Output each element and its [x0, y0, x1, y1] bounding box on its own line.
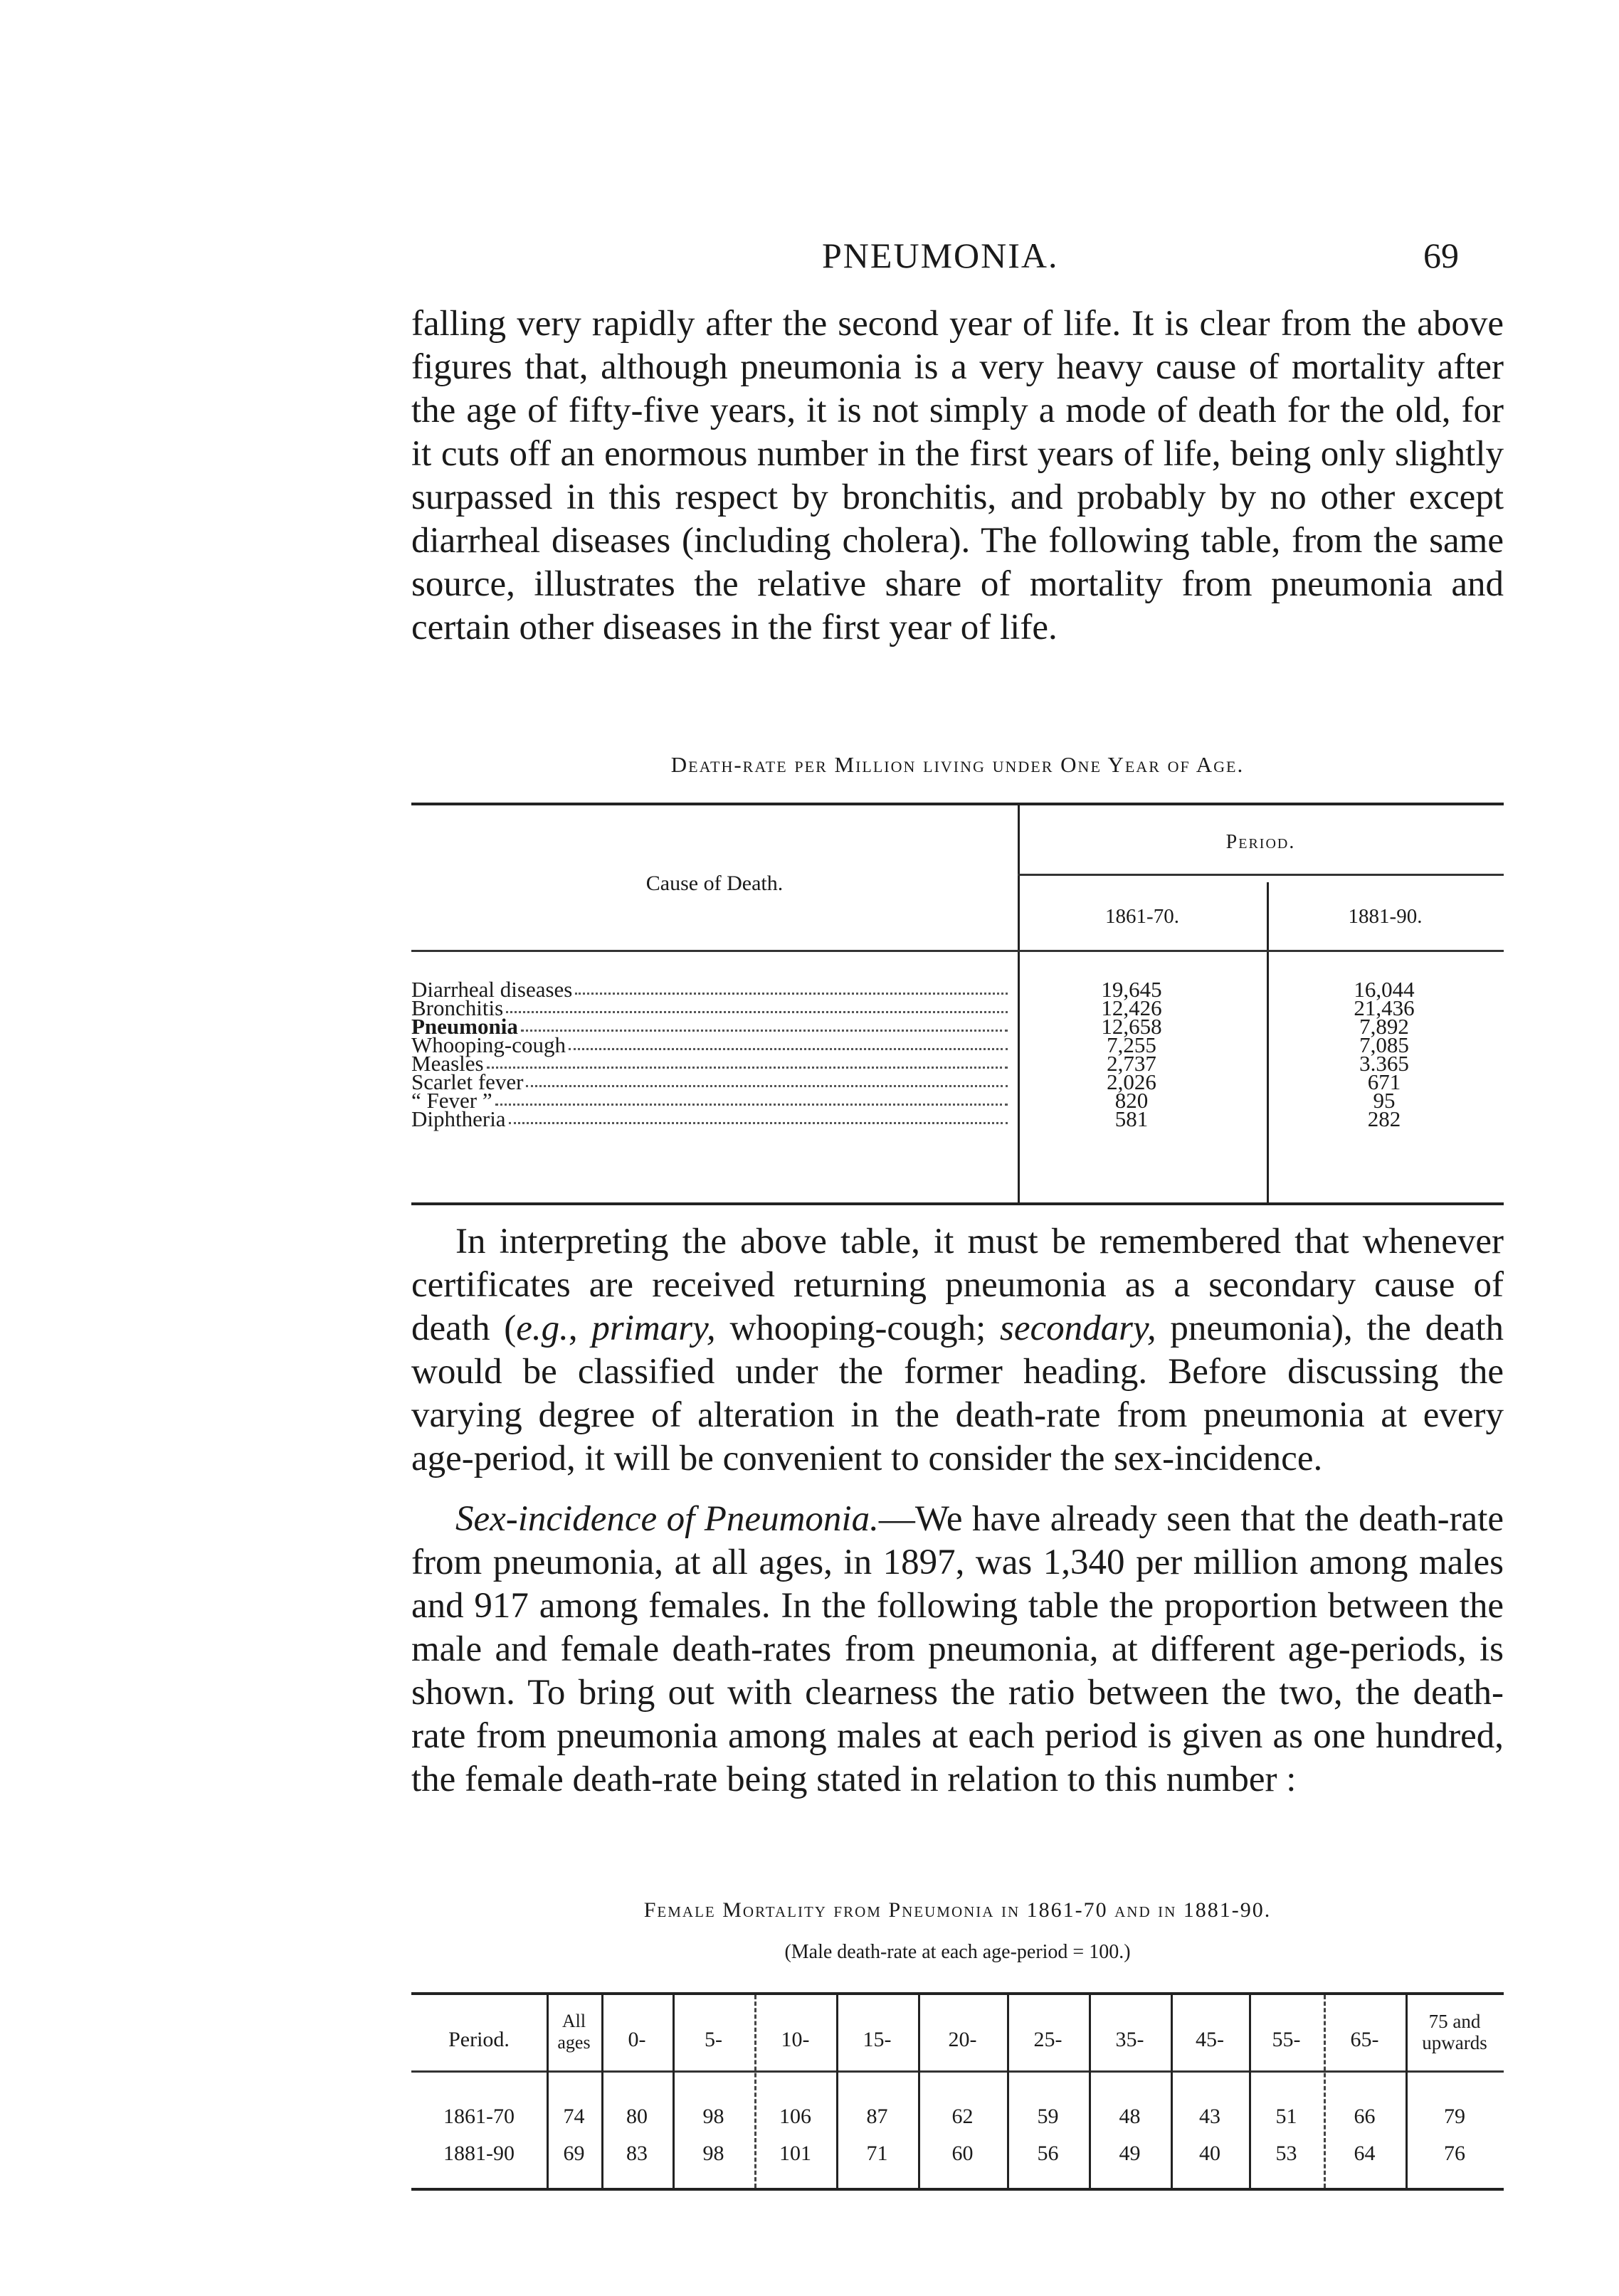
table2-cell: 80	[626, 2105, 648, 2128]
table2-cell: 48	[1119, 2105, 1141, 2128]
leader-dots	[521, 1017, 1008, 1032]
table2-header-age: 0-	[628, 2028, 646, 2051]
cause-name: “ Fever ”	[411, 1088, 492, 1113]
table2-cell: 1861-70	[443, 2105, 515, 2128]
paragraph-2	[411, 1220, 1504, 1481]
table2-cell: 62	[951, 2105, 974, 2128]
table2-header-rule	[411, 2070, 1504, 2073]
table2-header-age: 10-	[781, 2028, 810, 2051]
p2-text-b: ,	[568, 1308, 592, 1348]
table1-value: 19,645	[1101, 977, 1162, 1002]
p3-text: —We have already seen that the death-rate from pneumonia, at all ages, in 1897, was 1,340 per million among males and 917 among females. In the following table the proportion between the male and female death-rates from pneumonia, at different age-periods, is shown. To bring out with clearness the ratio between the two, the death-rate from pneumonia among males at each period is given as one hundred, the female death-rate being stated in relation to this number :	[411, 1499, 1504, 1799]
p2-secondary: secondary,	[1000, 1308, 1156, 1348]
table2-cell: 51	[1275, 2105, 1297, 2128]
table1-period-rule	[1018, 874, 1504, 876]
p2-text-c: whooping-cough;	[715, 1308, 1001, 1348]
table2-cell: 83	[626, 2142, 648, 2165]
table2-cell: 98	[702, 2142, 724, 2165]
table2-cell: 106	[779, 2105, 811, 2128]
table1-value: 581	[1114, 1106, 1149, 1131]
table1-row-cause	[411, 1069, 1008, 1094]
table2-cell: 76	[1444, 2142, 1465, 2165]
leader-dots	[506, 999, 1008, 1013]
table1-caption: Death-rate per Million living under One Year of Age.	[670, 752, 1245, 777]
table2-header-all-ages: All ages	[557, 2011, 591, 2053]
p2-text-a: In interpreting the above table, it must be remembered that whenever certificates are received returning pneumonia as a secondary cause of death (	[411, 1222, 1504, 1348]
table2-header-75-upwards: 75 and upwards	[1422, 2011, 1487, 2053]
table2-cell: 40	[1199, 2142, 1220, 2165]
cause-name: Whooping-cough	[411, 1032, 566, 1057]
table2-header-period: Period.	[448, 2028, 510, 2051]
table1-value: 7,892	[1359, 1014, 1409, 1039]
cause-name: Bronchitis	[411, 995, 504, 1020]
table1-value: 820	[1114, 1088, 1149, 1113]
table2-header-age: 65-	[1350, 2028, 1379, 2051]
leader-dots	[526, 1073, 1008, 1087]
table1-value: 282	[1367, 1106, 1401, 1131]
table2-header-age: 25-	[1033, 2028, 1062, 2051]
cause-name: Pneumonia	[411, 1014, 518, 1039]
paragraph-3	[411, 1498, 1504, 1802]
leader-dots	[495, 1091, 1008, 1106]
table1-value: 16,044	[1354, 977, 1415, 1002]
table2-cell: 79	[1444, 2105, 1465, 2128]
table2-cell: 101	[779, 2142, 811, 2165]
table1-value: 3.365	[1359, 1051, 1409, 1076]
table2-cell: 60	[951, 2142, 974, 2165]
table2-header-age: 15-	[863, 2028, 892, 2051]
table2-cell: 59	[1037, 2105, 1059, 2128]
cause-name: Scarlet fever	[411, 1069, 524, 1094]
cause-name: Diphtheria	[411, 1106, 506, 1131]
table1-col-1881-90: 1881-90.	[1348, 905, 1423, 928]
p2-primary: primary,	[591, 1308, 716, 1348]
table1-value: 671	[1367, 1069, 1401, 1094]
table1-divider-cause	[1018, 804, 1020, 1202]
table1-top-rule	[411, 803, 1504, 805]
table1-value: 12,426	[1101, 995, 1162, 1020]
table1-cause-header: Cause of Death.	[645, 872, 784, 895]
table1-header-rule	[411, 950, 1504, 952]
table1-period-header: Period.	[1225, 831, 1296, 853]
table2-cell: 98	[702, 2105, 724, 2128]
table2-bottom-rule	[411, 2188, 1504, 2191]
table2-cell: 71	[866, 2142, 888, 2165]
running-head: PNEUMONIA.	[822, 236, 1059, 275]
table2-top-rule	[411, 1992, 1504, 1995]
table1-col-1861-70: 1861-70.	[1105, 905, 1179, 928]
p2-text-d: pneumonia), the death would be classified under the former heading. Before discussing the varying degree of alteration in the death-rate from pneumonia at every age-period, it will be convenient to consider the sex-incidence.	[411, 1308, 1504, 1478]
table1-value: 2,026	[1107, 1069, 1156, 1094]
table1-value: 2,737	[1107, 1051, 1156, 1076]
cause-name: Measles	[411, 1051, 484, 1076]
table2-cell: 64	[1354, 2142, 1376, 2165]
table2-header-age: 5-	[705, 2028, 722, 2051]
table2-header-age: 55-	[1272, 2028, 1301, 2051]
table1-value: 21,436	[1354, 995, 1415, 1020]
table2-subcaption: (Male death-rate at each age-period = 100.)	[784, 1941, 1131, 1963]
table1-row-cause	[411, 1106, 1008, 1131]
table1-value: 7,085	[1359, 1032, 1409, 1057]
p2-eg: e.g.	[516, 1308, 569, 1348]
cause-name: Diarrheal diseases	[411, 977, 573, 1002]
table1-divider-periods	[1267, 882, 1269, 1202]
leader-dots	[487, 1054, 1008, 1069]
table2-header-age: 35-	[1115, 2028, 1144, 2051]
section-title: Sex-incidence of Pneumonia.	[455, 1499, 879, 1539]
leader-dots	[569, 1036, 1008, 1050]
leader-dots	[575, 980, 1008, 995]
table2-caption: Female Mortality from Pneumonia in 1861-70 and in 1881-90.	[643, 1898, 1272, 1922]
table2-cell: 66	[1354, 2105, 1376, 2128]
page-number: 69	[1423, 236, 1459, 275]
table2-cell: 87	[866, 2105, 888, 2128]
table2-cell: 49	[1119, 2142, 1141, 2165]
leader-dots	[509, 1110, 1008, 1124]
table1-value: 95	[1373, 1088, 1396, 1113]
table1-value: 12,658	[1101, 1014, 1162, 1039]
paragraph-1: falling very rapidly after the second year of life. It is clear from the above figures that, although pneumonia is a very heavy cause of mortality after the age of fifty-five years, it is not simply a mode of death for the old, for it cuts off an enormous number in the first years of life, being only slightly surpassed in this respect by bronchitis, and probably by no other except diarrheal diseases (including cholera). The following table, from the same source, illustrates the relative share of mortality from pneumonia and certain other diseases in the first year of life.	[411, 304, 1504, 647]
table1-bottom-rule	[411, 1202, 1504, 1205]
table2-header-age: 45-	[1196, 2028, 1224, 2051]
table1-row-cause	[411, 1032, 1008, 1057]
table2-cell: 56	[1037, 2142, 1059, 2165]
table2-cell: 1881-90	[443, 2142, 515, 2165]
table1-value: 7,255	[1107, 1032, 1156, 1057]
table2-cell: 69	[563, 2142, 585, 2165]
table2-cell: 74	[563, 2105, 585, 2128]
table2-cell: 53	[1275, 2142, 1297, 2165]
table2-header-age: 20-	[948, 2028, 977, 2051]
table2-cell: 43	[1199, 2105, 1220, 2128]
